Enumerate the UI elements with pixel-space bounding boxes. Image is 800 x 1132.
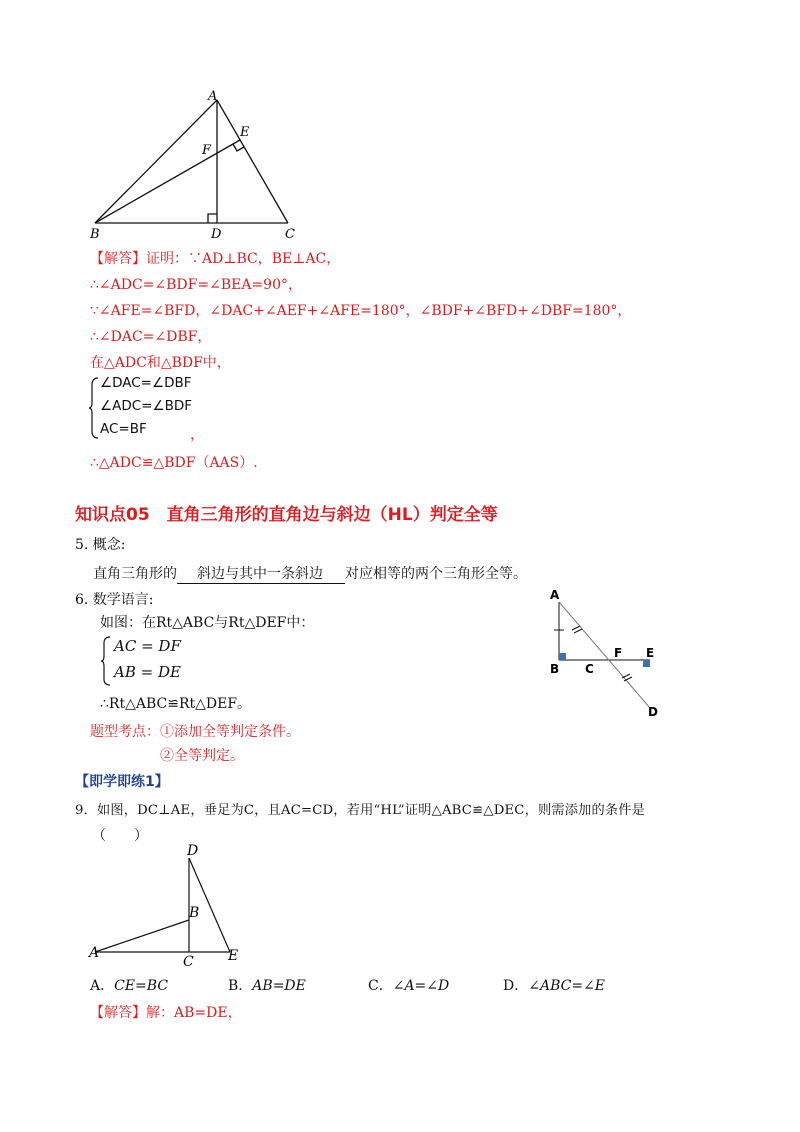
practice-title: 【即学即练1】 bbox=[75, 774, 169, 790]
fig3-label-e: E bbox=[228, 948, 239, 964]
fig3-label-d: D bbox=[187, 843, 199, 859]
figure-hl-right-triangles bbox=[540, 585, 670, 720]
fig2-label-d: D bbox=[648, 705, 658, 719]
option-c[interactable] bbox=[368, 975, 449, 995]
option-a[interactable] bbox=[90, 975, 168, 995]
option-a-text: CE=BC bbox=[114, 978, 169, 994]
fig2-label-e: E bbox=[646, 646, 655, 660]
fig3-label-c: C bbox=[183, 954, 194, 970]
solution-text-1: 证明：∵AD⊥BC，BE⊥AC， bbox=[146, 251, 341, 267]
practice-question: 9．如图，DC⊥AE，垂足为C，且AC=CD，若用“HL”证明△ABC≌△DEC，则需添加的条件是 bbox=[75, 803, 646, 818]
fig3-label-b: B bbox=[189, 905, 200, 921]
math-brace-symbol bbox=[100, 636, 112, 686]
concept-text bbox=[93, 563, 527, 584]
figure-triangle-abc-altitudes bbox=[80, 88, 320, 243]
fig1-label-a: A bbox=[208, 89, 218, 104]
solution-line-2: ∴∠ADC=∠BDF=∠BEA=90°， bbox=[90, 277, 302, 293]
math-eq-2: AB = DE bbox=[114, 663, 181, 681]
option-d-key: D． bbox=[503, 978, 529, 994]
tip-2: ②全等判定。 bbox=[160, 748, 244, 764]
brace-tail: ， bbox=[190, 427, 204, 443]
brace-symbol bbox=[88, 377, 100, 439]
concept-blank: 斜边与其中一条斜边 bbox=[177, 563, 345, 584]
concept-text-a: 直角三角形的 bbox=[93, 566, 177, 582]
brace-eq-3: AC=BF bbox=[100, 421, 147, 437]
fig1-label-f: F bbox=[202, 143, 212, 158]
section-title: 知识点05 直角三角形的直角边与斜边（HL）判定全等 bbox=[75, 505, 498, 525]
answer-tag: 【解答】 bbox=[90, 1005, 146, 1021]
fig2-label-b: B bbox=[550, 662, 560, 676]
solution-line-5: 在△ADC和△BDF中， bbox=[90, 355, 231, 371]
solution-line-3: ∵∠AFE=∠BFD，∠DAC+∠AEF+∠AFE=180°，∠BDF+∠BFD+∠DBF=180°， bbox=[90, 303, 632, 319]
math-eq-1: AC = DF bbox=[114, 637, 181, 655]
tip-1: ①添加全等判定条件。 bbox=[160, 724, 300, 740]
concept-text-b: 对应相等的两个三角形全等。 bbox=[345, 566, 527, 582]
tips-line-1 bbox=[90, 721, 300, 741]
math-conclusion: ∴Rt△ABC≌Rt△DEF。 bbox=[100, 696, 252, 712]
brace-eq-2: ∠ADC=∠BDF bbox=[100, 398, 192, 414]
practice-paren: （ ） bbox=[92, 828, 148, 844]
fig2-label-a: A bbox=[550, 588, 560, 602]
solution-line-6: ∴△ADC≌△BDF（AAS）. bbox=[90, 455, 258, 471]
figure-dc-perp-ae bbox=[85, 840, 250, 970]
concept-number: 5. 概念: bbox=[75, 537, 126, 553]
fig3-label-a: A bbox=[89, 945, 100, 961]
option-b-key: B． bbox=[228, 978, 253, 994]
solution-line-4: ∴∠DAC=∠DBF， bbox=[90, 329, 212, 345]
fig1-label-c: C bbox=[285, 227, 295, 242]
fig1-label-b: B bbox=[90, 227, 100, 242]
solution-line-1 bbox=[90, 248, 340, 268]
math-lang-number: 6. 数学语言: bbox=[75, 592, 154, 608]
answer-text: 解：AB=DE， bbox=[146, 1005, 242, 1021]
answer-line bbox=[90, 1002, 242, 1022]
option-b[interactable] bbox=[228, 975, 306, 995]
fig1-label-e: E bbox=[240, 125, 250, 140]
brace-eq-1: ∠DAC=∠DBF bbox=[100, 375, 192, 391]
option-c-key: C． bbox=[368, 978, 393, 994]
fig1-label-d: D bbox=[211, 227, 222, 242]
solution-tag: 【解答】 bbox=[90, 251, 146, 267]
fig2-label-c: C bbox=[585, 662, 594, 676]
option-c-text: ∠A=∠D bbox=[392, 978, 450, 994]
option-b-text: AB=DE bbox=[252, 978, 306, 994]
fig2-label-f: F bbox=[614, 646, 623, 660]
math-lang-intro: 如图：在Rt△ABC与Rt△DEF中： bbox=[100, 615, 315, 631]
option-d[interactable] bbox=[503, 975, 605, 995]
option-a-key: A． bbox=[90, 978, 115, 994]
tips-label: 题型考点： bbox=[90, 724, 160, 740]
option-d-text: ∠ABC=∠E bbox=[528, 978, 606, 994]
